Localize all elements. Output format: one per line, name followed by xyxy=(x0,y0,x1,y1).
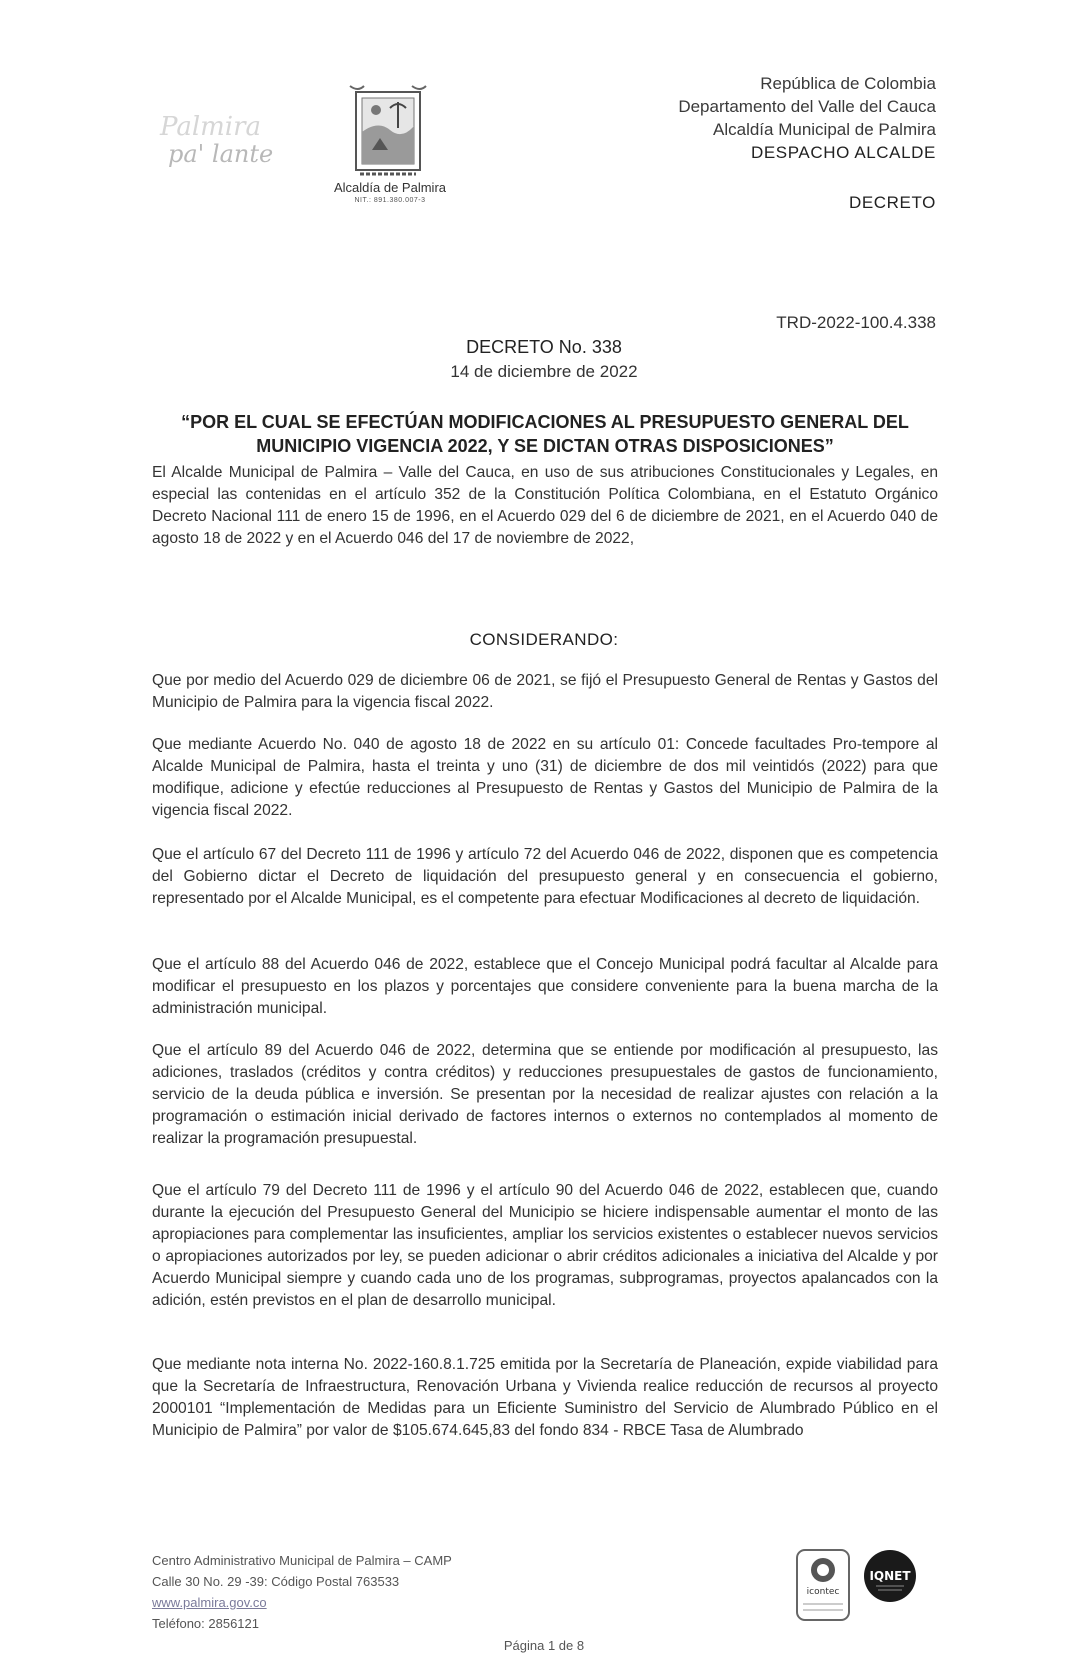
decree-number: DECRETO No. 338 xyxy=(466,337,622,357)
svg-text:IQNET: IQNET xyxy=(869,1569,911,1583)
body-paragraph: Que el artículo 79 del Decreto 111 de 1996 y el artículo 90 del Acuerdo 046 de 2022, establecen que, cuando durante la ejecución del Presupuesto General del Municipio se hiciere indispensable aumentar el monto de las apropiaciones para complementar las insuficientes, ampliar los servicios existentes o establecer nuevos servicios o apropiaciones autorizados por ley, se pueden adicionar o abrir créditos adicionales a iniciativa del Alcalde y por Acuerdo Municipal siempre y cuando cada uno de los programas, subprogramas, proyectos apalancados con la adición, estén previstos en el plan de desarrollo municipal. xyxy=(152,1182,938,1309)
svg-text:pa' lante: pa' lante xyxy=(168,140,274,168)
decree-title-line: MUNICIPIO VIGENCIA 2022, Y SE DICTAN OTRAS DISPOSICIONES” xyxy=(256,436,834,456)
considerando-heading: CONSIDERANDO: xyxy=(469,630,619,649)
logo-nit: NIT.: 891.380.007-3 xyxy=(354,197,426,204)
body-paragraph: Que mediante nota interna No. 2022-160.8.1.725 emitida por la Secretaría de Planeación, expide viabilidad para que la Secretaría de Infraestructura, Renovación Urbana y Vivienda realice reducción de recursos al proyecto 2000101 “Implementación de Medidas para un Eficiente Suministro del Servicio de Alumbrado Público en el Municipio de Palmira” por valor de $105.674.645,83 del fondo 834 - RBCE Tasa de Alumbrado xyxy=(152,1356,938,1439)
intro-paragraph: El Alcalde Municipal de Palmira – Valle del Cauca, en uso de sus atribuciones Constitucionales y Legales, en especial las contenidas en el artículo 352 de la Constitución Política Colombiana, en el Estatuto Orgánico Decreto Nacional 111 de enero 15 de 1996, en el Acuerdo 029 del 6 de diciembre de 2021, en el Acuerdo 040 de agosto 18 de 2022 y en el Acuerdo 046 del 17 de noviembre de 2022, xyxy=(152,464,938,547)
gov-line-office: DESPACHO ALCALDE xyxy=(750,143,936,162)
logo-name: Alcaldía de Palmira xyxy=(334,180,446,195)
footer-website-link[interactable]: www.palmira.gov.co xyxy=(152,1595,267,1610)
icontec-certification-icon xyxy=(795,1548,851,1638)
body-paragraph: Que el artículo 67 del Decreto 111 de 1996 y artículo 72 del Acuerdo 046 de 2022, disponen que es competencia del Gobierno dictar el Decreto de liquidación del presupuesto general y en consecuencia el gobierno, representado por el Alcalde Municipal, es el competente para efectuar Modificaciones al decreto de liquidación. xyxy=(152,846,938,907)
body-paragraph: Que el artículo 89 del Acuerdo 046 de 2022, determina que se entiende por modificación al presupuesto, las adiciones, traslados (créditos y contra créditos) y reducciones presupuestales de gastos de funcionamiento, servicio de la deuda pública e inversión. Se presentan por la necesidad de realizar ajustes con relación a la programación o estimación inicial derivado de factores internos o externos no contemplados al momento de realizar la programación presupuestal. xyxy=(152,1042,938,1147)
footer-contact xyxy=(152,1550,452,1634)
page-number: Página 1 de 8 xyxy=(503,1638,585,1653)
gov-line-municipality: Alcaldía Municipal de Palmira xyxy=(713,120,936,139)
footer-address-center: Centro Administrativo Municipal de Palmira – CAMP xyxy=(152,1553,452,1568)
decree-date: 14 de diciembre de 2022 xyxy=(450,362,638,381)
gov-line-republic: República de Colombia xyxy=(760,74,936,93)
footer-phone: Teléfono: 2856121 xyxy=(152,1616,259,1631)
document-type-label: DECRETO xyxy=(848,193,936,212)
gov-line-department: Departamento del Valle del Cauca xyxy=(678,97,936,116)
svg-text:Palmira: Palmira xyxy=(160,112,262,142)
body-paragraph: Que el artículo 88 del Acuerdo 046 de 2022, establece que el Concejo Municipal podrá facultar al Alcalde para modificar el presupuesto en los plazos y porcentajes que considere conveniente para la buena marcha de la administración municipal. xyxy=(152,956,938,1017)
iqnet-certification-icon xyxy=(862,1548,918,1604)
municipal-crest-icon xyxy=(338,80,438,180)
svg-text:icontec: icontec xyxy=(806,1587,840,1597)
slogan-logo xyxy=(150,100,310,180)
decree-title-line: “POR EL CUAL SE EFECTÚAN MODIFICACIONES AL PRESUPUESTO GENERAL DEL xyxy=(181,412,909,432)
trd-code: TRD-2022-100.4.338 xyxy=(776,313,936,332)
government-header xyxy=(678,72,936,164)
body-paragraph: Que mediante Acuerdo No. 040 de agosto 18 de 2022 en su artículo 01: Concede facultades Pro-tempore al Alcalde Municipal de Palmira, hasta el treinta y uno (31) de diciembre de dos mil veintidós (2022) para que modifique, adicione y efectúe reducciones al Presupuesto de Rentas y Gastos del Municipio de Palmira de la vigencia fiscal 2022. xyxy=(152,736,938,819)
decree-title xyxy=(150,410,940,458)
footer-address-street: Calle 30 No. 29 -39: Código Postal 763533 xyxy=(152,1574,400,1589)
body-paragraph: Que por medio del Acuerdo 029 de diciembre 06 de 2021, se fijó el Presupuesto General de Rentas y Gastos del Municipio de Palmira para la vigencia fiscal 2022. xyxy=(152,672,938,711)
